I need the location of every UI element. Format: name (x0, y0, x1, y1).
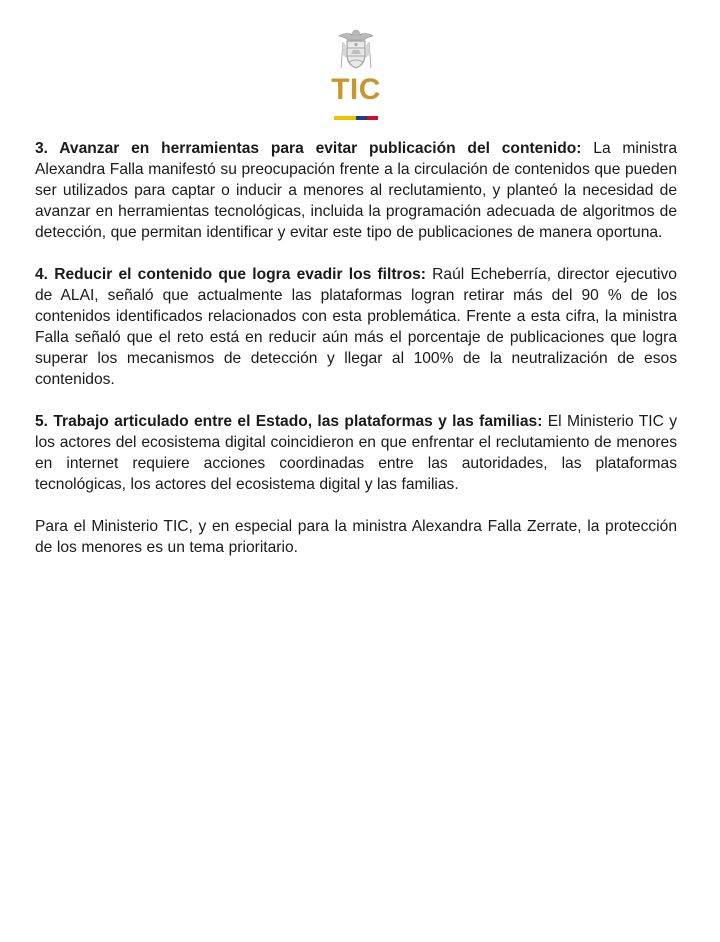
paragraph-4 (35, 264, 677, 390)
paragraph-heading: 5. Trabajo articulado entre el Estado, las plataformas y las familias: (35, 413, 543, 430)
flag-blue (356, 116, 367, 120)
tic-logo-text: TIC (331, 73, 381, 106)
paragraph-text: La ministra Alexandra Falla manifestó su preocupación frente a la circulación de contenidos que pueden ser utilizados para captar o inducir a menores al reclutamiento, y planteó la necesidad de avanzar en herramientas tecnológicas, incluida la programación adecuada de algoritmos de detección, que permitan identificar y evitar este tipo de publicaciones de manera oportuna. (35, 140, 677, 241)
colombia-coat-of-arms-icon (337, 28, 375, 72)
colombia-flag-stripe (334, 116, 378, 120)
paragraph-5 (35, 411, 677, 495)
tic-logo (328, 28, 384, 124)
flag-yellow (334, 116, 356, 120)
paragraph-heading: 4. Reducir el contenido que logra evadir los filtros: (35, 266, 426, 283)
closing-paragraph (35, 516, 677, 558)
paragraph-3 (35, 138, 677, 243)
document-body (35, 138, 677, 579)
paragraph-heading: 3. Avanzar en herramientas para evitar publicación del contenido: (35, 140, 582, 157)
document-header (0, 22, 720, 122)
flag-red (367, 116, 378, 120)
paragraph-text: El Ministerio TIC y los actores del ecosistema digital coincidieron en que enfrentar el reclutamiento de menores en internet requiere acciones coordinadas entre las autoridades, las plataformas tecnológicas, los actores del ecosistema digital y las familias. (35, 413, 677, 493)
paragraph-text: Para el Ministerio TIC, y en especial para la ministra Alexandra Falla Zerrate, la protección de los menores es un tema prioritario. (35, 518, 677, 556)
paragraph-text: Raúl Echeberría, director ejecutivo de ALAI, señaló que actualmente las plataformas logran retirar más del 90 % de los contenidos identificados relacionados con esta problemática. Frente a esta cifra, la ministra Falla señaló que el reto está en reducir aún más el porcentaje de publicaciones que logra superar los mecanismos de detección y llegar al 100% de la neutralización de esos contenidos. (35, 266, 677, 388)
